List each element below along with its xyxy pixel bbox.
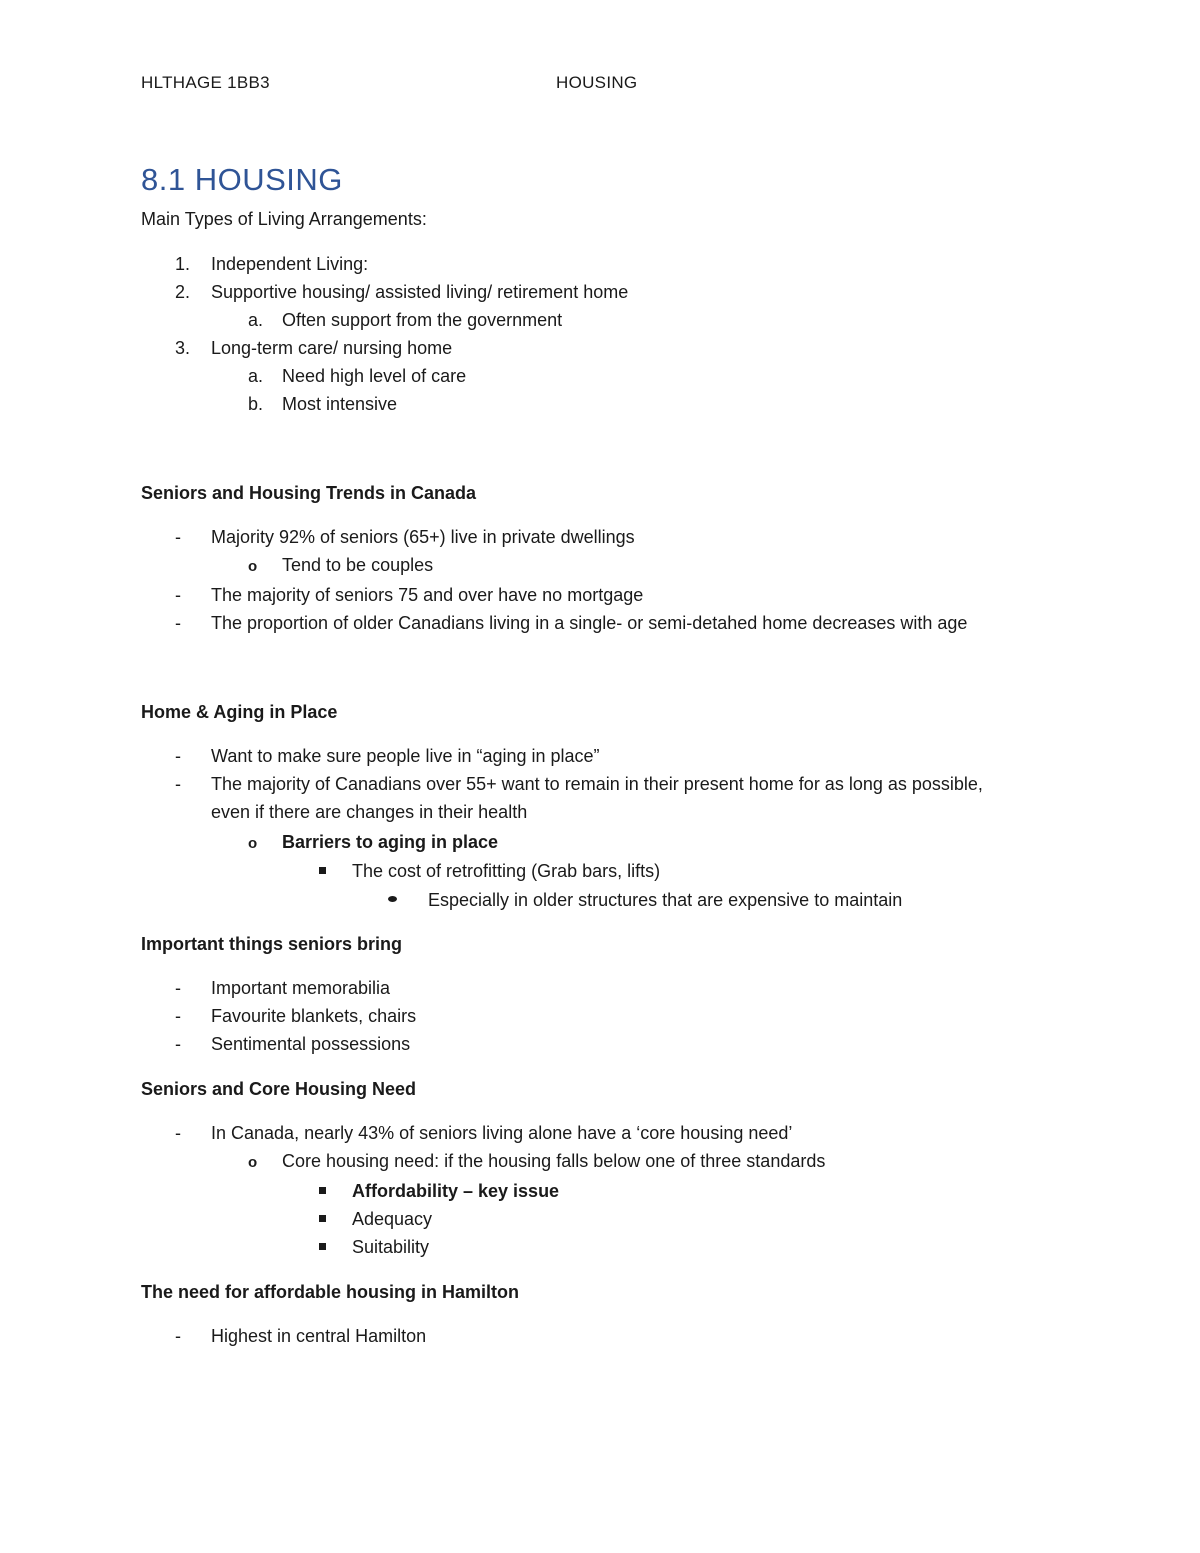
header-course: HLTHAGE 1BB3 [141, 73, 270, 92]
list-marker: 2. [175, 282, 191, 302]
list-item: Important memorabilia [211, 978, 391, 998]
list-item: The majority of seniors 75 and over have no mortgage [211, 585, 644, 605]
list-item: Want to make sure people live in “aging in place” [211, 746, 600, 766]
list-marker: - [175, 1034, 181, 1054]
section-heading: Important things seniors bring [141, 934, 403, 954]
list-marker: o [248, 835, 258, 852]
living-intro: Main Types of Living Arrangements: [141, 209, 427, 229]
section-heading: Home & Aging in Place [141, 702, 338, 722]
list-item: Long-term care/ nursing home [211, 338, 453, 358]
square-bullet-icon [319, 1187, 326, 1194]
list-item: Barriers to aging in place [282, 832, 499, 852]
list-item: Supportive housing/ assisted living/ retirement home [211, 282, 629, 302]
page-title: 8.1 HOUSING [141, 162, 343, 197]
list-marker: - [175, 978, 181, 998]
list-marker: o [248, 1154, 258, 1171]
list-marker: o [248, 558, 258, 575]
list-marker: a. [248, 366, 264, 386]
list-item: Sentimental possessions [211, 1034, 411, 1054]
list-item: The proportion of older Canadians living in a single- or semi-detahed home decreases with age [211, 613, 968, 633]
list-marker: - [175, 1123, 181, 1143]
list-item: Favourite blankets, chairs [211, 1006, 417, 1026]
section-heading: The need for affordable housing in Hamilton [141, 1282, 520, 1302]
list-marker: b. [248, 394, 264, 414]
list-item: Often support from the government [282, 310, 563, 330]
list-marker: - [175, 527, 181, 547]
section-heading: Seniors and Core Housing Need [141, 1079, 417, 1099]
list-marker: a. [248, 310, 264, 330]
list-marker: - [175, 746, 181, 766]
list-item: Suitability [352, 1237, 430, 1257]
list-item: Highest in central Hamilton [211, 1326, 427, 1346]
list-marker: 1. [175, 254, 191, 274]
square-bullet-icon [319, 1215, 326, 1222]
list-marker: - [175, 613, 181, 633]
list-item: Affordability – key issue [352, 1181, 560, 1201]
list-item: Majority 92% of seniors (65+) live in private dwellings [211, 527, 635, 547]
list-item: Adequacy [352, 1209, 433, 1229]
list-marker: - [175, 774, 181, 794]
list-marker: 3. [175, 338, 191, 358]
header-topic: HOUSING [556, 73, 638, 92]
list-item: Independent Living: [211, 254, 369, 274]
list-item: Most intensive [282, 394, 398, 414]
round-bullet-icon [388, 896, 397, 902]
list-item: Core housing need: if the housing falls below one of three standards [282, 1151, 826, 1171]
list-item: The majority of Canadians over 55+ want to remain in their present home for as long as possible, [211, 774, 983, 794]
section-heading: Seniors and Housing Trends in Canada [141, 483, 477, 503]
list-item: Need high level of care [282, 366, 467, 386]
list-item: In Canada, nearly 43% of seniors living alone have a ‘core housing need’ [211, 1123, 793, 1143]
list-item: The cost of retrofitting (Grab bars, lifts) [352, 861, 661, 881]
list-item: Especially in older structures that are expensive to maintain [428, 890, 903, 910]
square-bullet-icon [319, 1243, 326, 1250]
list-marker: - [175, 1006, 181, 1026]
list-item: Tend to be couples [282, 555, 434, 575]
list-marker: - [175, 585, 181, 605]
square-bullet-icon [319, 867, 326, 874]
list-item-continuation: even if there are changes in their health [211, 802, 528, 822]
list-marker: - [175, 1326, 181, 1346]
